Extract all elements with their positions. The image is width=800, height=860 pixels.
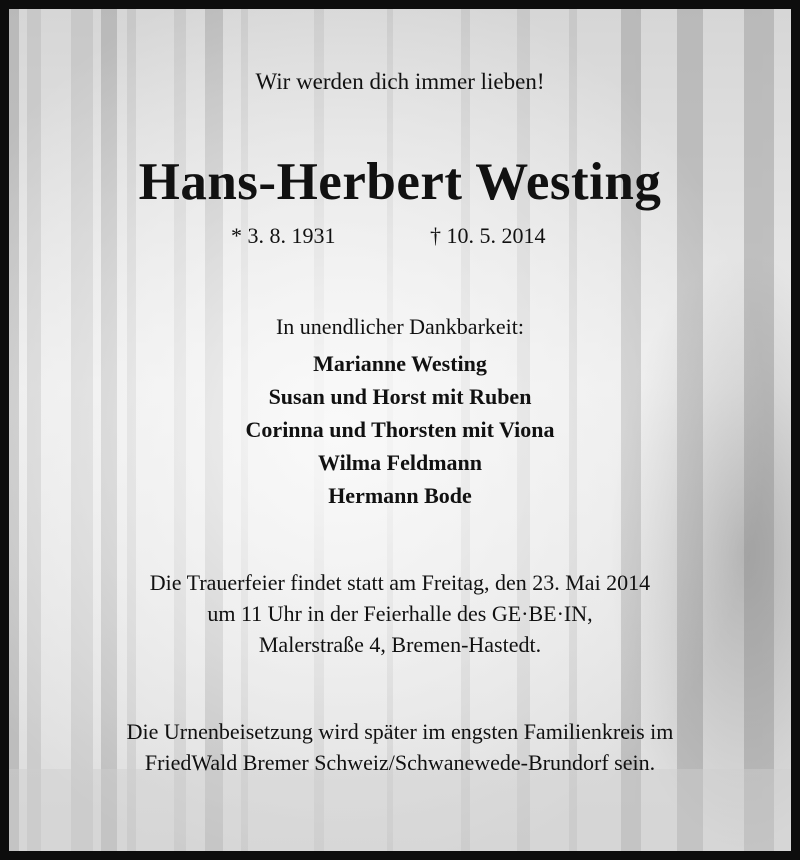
ceremony-line: Die Trauerfeier findet statt am Freitag, den 23. Mai 2014	[149, 570, 651, 595]
mourner-name: Susan und Horst mit Ruben	[268, 384, 532, 409]
mourner-name: Corinna und Thorsten mit Viona	[245, 417, 555, 442]
motto: Wir werden dich immer lieben!	[255, 69, 545, 94]
deceased-name: Hans-Herbert Westing	[138, 153, 662, 211]
gratitude-line: In unendlicher Dankbarkeit:	[275, 314, 524, 339]
mourner-name: Marianne Westing	[313, 351, 487, 376]
ceremony-line: um 11 Uhr in der Feierhalle des GE·BE·IN,	[207, 601, 593, 626]
death-date: † 10. 5. 2014	[430, 223, 546, 248]
urn-burial-line: Die Urnenbeisetzung wird später im engsten Familienkreis im	[126, 719, 674, 744]
mourner-name: Wilma Feldmann	[317, 450, 482, 475]
ceremony-line: Malerstraße 4, Bremen-Hastedt.	[258, 632, 542, 657]
urn-burial-line: FriedWald Bremer Schweiz/Schwanewede-Brundorf sein.	[144, 750, 656, 775]
birth-date: * 3. 8. 1931	[231, 223, 336, 248]
life-dates	[9, 223, 791, 251]
mourner-name: Hermann Bode	[328, 483, 472, 508]
